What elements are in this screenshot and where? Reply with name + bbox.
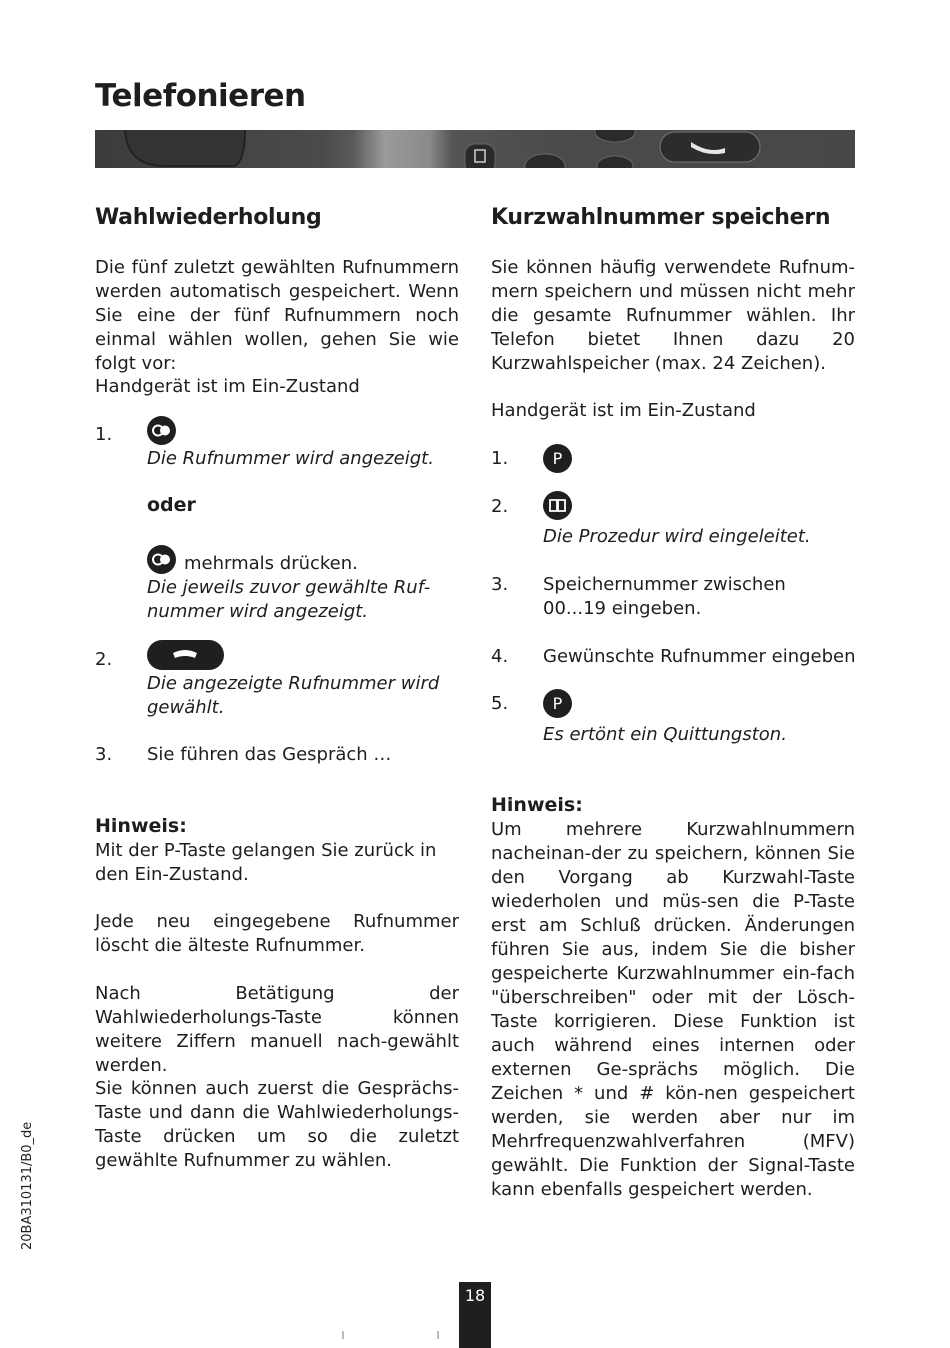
note-paragraph: Nach Betätigung der Wahlwiederholungs-Taste können weitere Ziffern manuell nach-gewählt werden. [95, 983, 459, 1076]
speed-dial-state: Handgerät ist im Ein-Zustand [491, 400, 756, 421]
speed-dial-intro: Sie können häufig verwendete Rufnum-mern speichern und müssen nicht mehr die gesamte Rufnummer wählen. Ihr Telefon bietet Ihnen dazu 20 Kurzwahlspeicher (max. 24 Zeichen). [491, 257, 855, 374]
p-key-icon: P [543, 444, 572, 473]
note-paragraph: Sie können auch zuerst die Gesprächs-Taste und dann die Wahlwiederholungs-Taste drücken um so die zuletzt gewählte Rufnummer zu wählen. [95, 1078, 459, 1171]
note-paragraph: Mit der P-Taste gelangen Sie zurück in den Ein-Zustand. [95, 840, 437, 885]
phonebook-icon [543, 491, 572, 520]
redial-state: Handgerät ist im Ein-Zustand [95, 376, 360, 397]
step-text: Die Prozedur wird eingeleitet. [543, 526, 811, 547]
step-number: 2. [491, 496, 509, 517]
redial-icon [147, 416, 176, 445]
step-note: Die jeweils zuvor gewählte Ruf-nummer wird angezeigt. [147, 577, 431, 622]
note-paragraph: Jede neu eingegebene Rufnummer löscht die älteste Rufnummer. [95, 911, 459, 956]
redial-intro: Die fünf zuletzt gewählten Rufnummern werden automatisch gespeichert. Wenn Sie eine der fünf Rufnummern noch einmal wählen wollen, gehen Sie wie folgt vor: [95, 257, 459, 374]
step-number: 3. [95, 744, 113, 765]
section-heading-redial: Wahlwiederholung [95, 205, 322, 230]
step-text: Speichernummer zwischen 00...19 eingeben. [543, 574, 786, 619]
note-paragraph: Um mehrere Kurzwahlnummern nacheinan-der zu speichern, können Sie den Vorgang ab Kurzwahl-Taste wiederholen und müs-sen die P-Taste erst am Schluß drücken. Änderungen führen Sie aus, indem Sie die bisher gespeicherte Kurzwahlnummer ein-fach "überschreiben" oder mit der Lösch-Taste korrigieren. Diese Funktion ist auch während eines internen oder externen Ge-sprächs möglich. Die Zeichen * und # kön-nen gespeichert werden, sie werden aber nur im Mehrfrequenzwahlverfahren (MFV) gewählt. Die Funktion der Signal-Taste kann ebenfalls gespeichert werden. [491, 819, 855, 1200]
step-number: 5. [491, 693, 509, 714]
p-key-icon: P [543, 689, 572, 718]
step-number: 2. [95, 649, 113, 670]
step-text: Die angezeigte Rufnummer wird gewählt. [147, 673, 440, 718]
note-heading: Hinweis: [95, 815, 187, 837]
note-heading: Hinweis: [491, 794, 583, 816]
step-text: Es ertönt ein Quittungston. [543, 724, 787, 745]
crop-mark [342, 1331, 344, 1339]
redial-icon [147, 545, 176, 574]
step-number: 4. [491, 646, 509, 667]
page-title: Telefonieren [95, 78, 306, 114]
step-number: 1. [491, 448, 509, 469]
step-text: Sie führen das Gespräch … [147, 744, 392, 765]
document-code: 20BA310131/B0_de [20, 1121, 35, 1250]
page-number: 18 [464, 1286, 486, 1305]
step-text: mehrmals drücken. [184, 553, 358, 574]
call-handset-icon [147, 640, 224, 670]
crop-mark [437, 1331, 439, 1339]
or-label: oder [147, 494, 196, 516]
phone-keypad-illustration [95, 130, 855, 168]
step-text: Die Rufnummer wird angezeigt. [147, 448, 434, 469]
section-heading-speed-dial: Kurzwahlnummer speichern [491, 205, 831, 230]
step-number: 1. [95, 424, 113, 445]
step-number: 3. [491, 574, 509, 595]
step-text: Gewünschte Rufnummer eingeben [543, 646, 856, 667]
header-banner-photo [95, 130, 855, 168]
